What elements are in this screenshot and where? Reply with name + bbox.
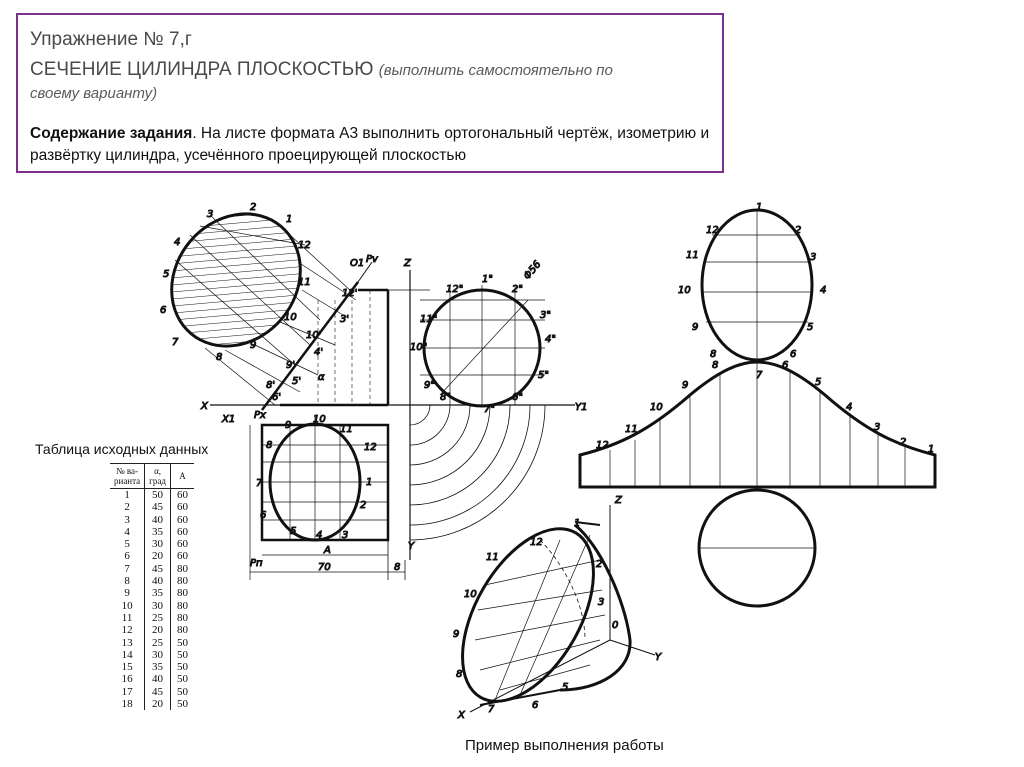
pt: 1 <box>574 518 581 529</box>
pt: 8' <box>266 380 276 391</box>
pt: 2 <box>596 559 603 570</box>
pt: 10 <box>678 285 691 296</box>
table-row <box>110 538 194 550</box>
exercise-title: СЕЧЕНИЕ ЦИЛИНДРА ПЛОСКОСТЬЮ <box>30 59 374 80</box>
table-row <box>110 526 194 538</box>
pt: 7 <box>256 478 263 489</box>
pt: 2 <box>900 437 907 448</box>
development-labels <box>596 202 934 455</box>
pt: 10 <box>464 589 477 600</box>
table-row <box>110 501 194 513</box>
table-cell: 50 <box>170 673 194 685</box>
label-iso-z: Z <box>615 495 622 506</box>
table-cell: 80 <box>170 600 194 612</box>
table-cell: 60 <box>170 501 194 513</box>
label-iso-o: 0 <box>612 620 619 631</box>
pt: 5 <box>562 682 569 693</box>
table-cell: 15 <box>121 661 133 674</box>
pt: 1 <box>928 444 935 455</box>
table-row <box>110 698 194 710</box>
pt: 12" <box>446 284 464 295</box>
iso-generator-bottom <box>480 690 560 705</box>
pt: 6 <box>532 700 539 711</box>
task-text: . На листе формата А3 выполнить ортогональный чертёж, изометрию и развёртку цилиндра, усечённого проецирующей плоскостью <box>30 125 710 164</box>
pt: 6 <box>160 305 167 316</box>
pt: 11 <box>625 424 638 435</box>
table-cell: 40 <box>145 673 171 685</box>
pt: 4 <box>174 237 181 248</box>
table-cell: 18 <box>121 698 133 711</box>
table-cell: 20 <box>145 624 171 636</box>
pt: 12 <box>364 442 377 453</box>
table-cell: 10 <box>121 599 133 612</box>
exercise-note-1: (выполнить самостоятельно по <box>378 62 613 79</box>
iso-section-ellipse <box>435 507 620 724</box>
table-cell: 80 <box>170 624 194 636</box>
label-alpha: α <box>318 372 325 383</box>
development-drawing <box>580 210 935 606</box>
table-cell: 80 <box>170 575 194 587</box>
pt: 2 <box>250 202 257 213</box>
pt: 10 <box>284 312 297 323</box>
pt: 8 <box>456 669 463 680</box>
table-row <box>110 637 194 649</box>
table-cell: 35 <box>145 526 171 538</box>
table-row <box>110 649 194 661</box>
table-cell: 14 <box>121 648 133 661</box>
pt: 5 <box>815 377 822 388</box>
table-cell: 7 <box>124 562 130 575</box>
iso-base-ellipse <box>560 525 630 690</box>
table-row <box>110 600 194 612</box>
pt: 5 <box>807 322 814 333</box>
table-cell: 60 <box>170 550 194 562</box>
pt: 6 <box>260 510 267 521</box>
table-cell: 60 <box>170 538 194 550</box>
transfer-arcs <box>410 405 545 540</box>
pt: 4 <box>316 530 323 541</box>
pt: 9 <box>453 629 460 640</box>
pt: 3 <box>874 422 881 433</box>
table-row <box>110 686 194 698</box>
table-row <box>110 661 194 673</box>
pt: 11 <box>486 552 499 563</box>
table-cell: 20 <box>145 550 171 562</box>
table-cell: 25 <box>145 612 171 624</box>
pt: 3 <box>207 209 214 220</box>
table-cell: 40 <box>145 575 171 587</box>
table-cell: 8 <box>124 575 130 588</box>
label-o1: O1 <box>350 258 365 269</box>
pt: 12 <box>706 225 719 236</box>
table-cell: 16 <box>121 673 133 686</box>
pt: 4 <box>846 402 853 413</box>
label-axis-y1: Y1 <box>575 402 588 413</box>
label-axis-x: X <box>201 401 208 412</box>
table-cell: 25 <box>145 637 171 649</box>
table-cell: 17 <box>121 685 133 698</box>
table-cell: 9 <box>124 587 130 600</box>
pt: 8 <box>266 440 273 451</box>
pt: 1 <box>366 477 373 488</box>
table-row <box>110 575 194 587</box>
pt: 2 <box>795 225 802 236</box>
label-dim-8: 8 <box>394 562 401 573</box>
table-row <box>110 563 194 575</box>
table-cell: 50 <box>170 661 194 673</box>
pt: 11 <box>340 424 353 435</box>
table-cell: 80 <box>170 612 194 624</box>
table-cell: 35 <box>145 587 171 599</box>
table-cell: 80 <box>170 563 194 575</box>
label-dim-phi: Φ56 <box>521 259 544 282</box>
example-caption: Пример выполнения работы <box>465 737 664 754</box>
table-cell: 13 <box>121 636 133 649</box>
table-caption: Таблица исходных данных <box>35 441 209 457</box>
table-cell: 50 <box>170 649 194 661</box>
table-row <box>110 550 194 562</box>
table-row <box>110 673 194 685</box>
pt: 7 <box>172 337 179 348</box>
label-plane-h: Pп <box>250 558 263 569</box>
pt: 5 <box>163 269 170 280</box>
pt: 6 <box>782 360 789 371</box>
pt: 12' <box>342 288 358 299</box>
table-row <box>110 514 194 526</box>
isometric-drawing <box>435 505 655 723</box>
variants-table <box>110 463 194 710</box>
pt: 3 <box>810 252 817 263</box>
table-row <box>110 612 194 624</box>
label-iso-y: Y <box>655 652 662 663</box>
pt: 12 <box>530 537 543 548</box>
table-cell: 11 <box>121 611 133 624</box>
table-cell: 50 <box>170 637 194 649</box>
table-cell: 6 <box>124 550 130 563</box>
pt: 10" <box>410 342 428 353</box>
label-axis-z: Z <box>404 258 411 269</box>
iso-axes <box>470 505 655 712</box>
pt: 4" <box>545 334 556 345</box>
table-cell: 30 <box>145 538 171 550</box>
pt: 4 <box>820 285 827 296</box>
label-axis-x1: X1 <box>222 414 236 425</box>
label-plane-v: Pv <box>366 254 378 265</box>
table-cell: 50 <box>170 698 194 710</box>
pt: 1" <box>482 274 493 285</box>
pt: 11" <box>420 314 438 325</box>
table-cell: 60 <box>170 514 194 526</box>
table-header-cell: α, град <box>145 464 171 489</box>
table-cell: 45 <box>145 501 171 513</box>
pt: 3' <box>340 314 350 325</box>
pt: 6" <box>512 392 523 403</box>
pt: 10 <box>313 414 326 425</box>
front-hidden-lines <box>318 290 370 405</box>
pt: 1 <box>756 202 763 213</box>
pt: 12 <box>596 440 609 451</box>
table-row <box>110 489 194 502</box>
table-cell: 45 <box>145 686 171 698</box>
pt: 3 <box>598 597 605 608</box>
table-cell: 45 <box>145 563 171 575</box>
pt: 8 <box>216 352 223 363</box>
exercise-note-2: своему варианту) <box>30 85 158 102</box>
pt: 2" <box>512 284 523 295</box>
table-cell: 50 <box>170 686 194 698</box>
table-cell: 30 <box>145 600 171 612</box>
pt: 5" <box>538 370 549 381</box>
pt: 6' <box>272 392 282 403</box>
table-cell: 2 <box>124 501 130 514</box>
pt: 8 <box>712 360 719 371</box>
pt: 9 <box>250 340 257 351</box>
pt: 9 <box>692 322 699 333</box>
pt: 11 <box>298 277 311 288</box>
table-cell: 35 <box>145 661 171 673</box>
table-cell: 40 <box>145 514 171 526</box>
label-plane-x: Px <box>254 410 266 421</box>
pt: 6 <box>790 349 797 360</box>
table-cell: 3 <box>124 513 130 526</box>
label-axis-y: Y <box>408 541 415 552</box>
pt: 7 <box>488 704 495 715</box>
pt: 11 <box>686 250 699 261</box>
exercise-number: Упражнение № 7,г <box>30 29 192 50</box>
table-cell: 30 <box>145 649 171 661</box>
table-cell: 4 <box>124 525 130 538</box>
pt: 9 <box>682 380 689 391</box>
pt: 7" <box>484 404 495 415</box>
pt: 1 <box>286 214 293 225</box>
pt: 9' <box>286 360 296 371</box>
pt: 8 <box>710 349 717 360</box>
table-cell: 50 <box>145 489 171 502</box>
pt: 8" <box>440 392 451 403</box>
pt: 3 <box>342 530 349 541</box>
table-cell: 20 <box>145 698 171 710</box>
pt: 4' <box>314 347 324 358</box>
label-iso-x: X <box>458 710 465 721</box>
iso-hidden-curve <box>540 540 585 640</box>
label-dim-a: A <box>324 545 331 556</box>
table-cell: 60 <box>170 489 194 502</box>
pt: 3" <box>540 310 551 321</box>
pt: 10' <box>306 330 322 341</box>
pt: 9 <box>285 420 292 431</box>
task-label: Содержание задания <box>30 125 193 142</box>
pt: 5 <box>290 526 297 537</box>
pt: 9" <box>424 380 435 391</box>
table-row <box>110 587 194 599</box>
label-dim-70: 70 <box>318 562 331 573</box>
table-header-cell: A <box>170 464 194 489</box>
pt: 7 <box>756 370 763 381</box>
pt: 5' <box>292 376 302 387</box>
table-cell: 1 <box>124 489 130 501</box>
table-row <box>110 624 194 636</box>
table-cell: 60 <box>170 526 194 538</box>
table-cell: 80 <box>170 587 194 599</box>
orthographic-drawing <box>145 188 575 580</box>
pt: 10 <box>650 402 663 413</box>
table-cell: 12 <box>121 624 133 637</box>
table-header-cell: № ва- рианта <box>110 464 145 489</box>
pt: 2 <box>360 500 367 511</box>
table-cell: 5 <box>124 538 130 551</box>
pt: 12 <box>298 240 311 251</box>
